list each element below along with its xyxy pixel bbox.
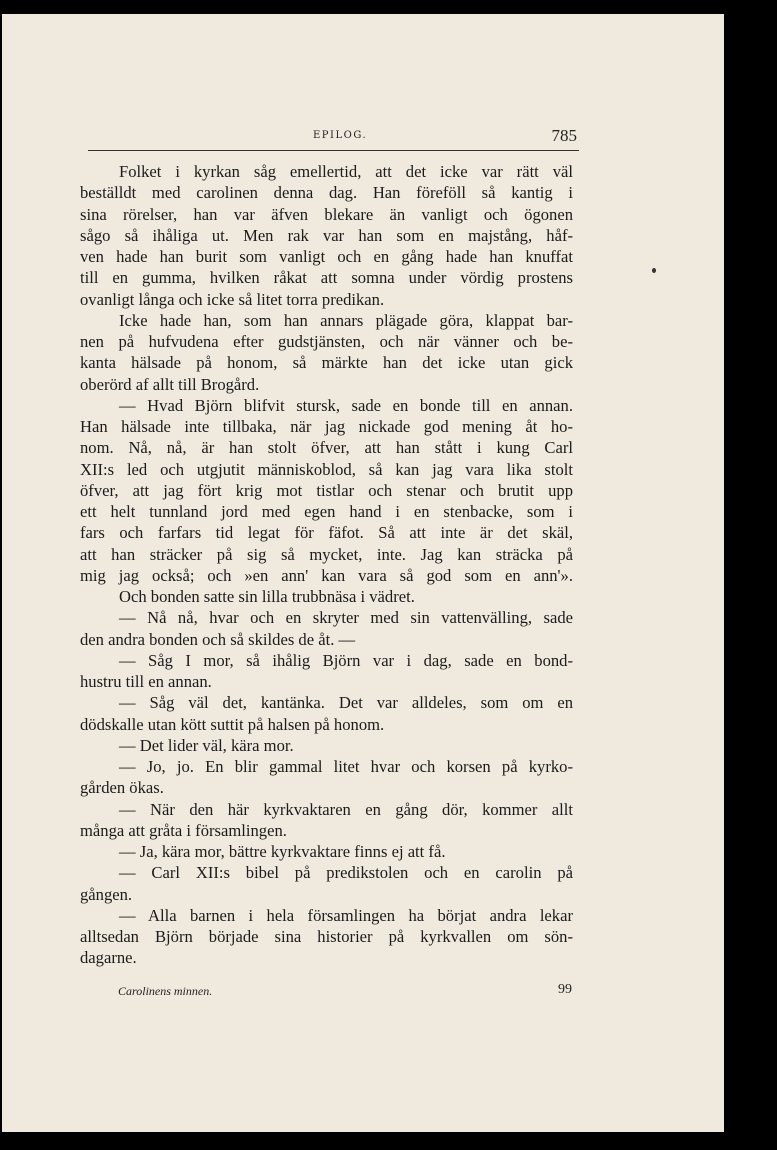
text-line: dödskalle utan kött suttit på halsen på honom.	[80, 714, 385, 734]
text-line: att han sträcker på sig så mycket, inte. Jag kan sträcka på	[80, 544, 573, 564]
text-line: mig jag också; och »en ann' kan vara så god som en ann'».	[80, 565, 573, 585]
text-line: Han hälsade inte tillbaka, när jag nickade god mening åt ho-	[80, 417, 573, 436]
page-header	[88, 116, 579, 151]
text-line: — Nå nå, hvar och en skryter med sin vattenvälling, sade	[119, 608, 573, 628]
text-line: — Alla barnen i hela församlingen ha börjat andra lekar	[119, 905, 573, 925]
text-line: många att gråta i församlingen.	[80, 820, 287, 840]
text-line: fars och farfars tid legat för fäfot. Så att inte är det skäl,	[80, 523, 573, 543]
text-line: — Jo, jo. En blir gammal litet hvar och korsen på kyrko-	[119, 757, 573, 776]
text-line: — Ja, kära mor, bättre kyrkvaktare finns ej att få.	[119, 842, 446, 861]
text-line: — Såg I mor, så ihålig Björn var i dag, sade en bond-	[119, 650, 573, 670]
running-head: EPILOG.	[313, 130, 368, 141]
text-line: — Det lider väl, kära mor.	[119, 735, 294, 755]
text-line: — När den här kyrkvaktaren en gång dör, kommer allt	[119, 799, 573, 819]
text-line: — Carl XII:s bibel på predikstolen och en carolin på	[119, 863, 573, 883]
sheet-number: 99	[558, 982, 572, 997]
text-line: kanta hälsade på honom, så märkte han det icke utan gick	[80, 353, 573, 373]
text-line: ven hade han burit som vanligt och en gång hade han knuffat	[80, 247, 573, 266]
text-line: till en gumma, hvilken råkat att somna under vördig prostens	[80, 268, 573, 288]
signature-mark: Carolinens minnen.	[118, 984, 213, 998]
text-line: hustru till en annan.	[80, 672, 212, 691]
text-line: sina rörelser, han var äfven blekare än vanligt och ögonen	[80, 204, 573, 224]
text-line: nom. Nå, nå, är han stolt öfver, att han stått i kung Carl	[80, 438, 573, 458]
text-line: Folket i kyrkan såg emellertid, att det icke var rätt väl	[119, 162, 573, 181]
page-footer	[118, 984, 572, 1004]
text-line: den andra bonden och så skildes de åt. —	[80, 629, 356, 649]
text-line: gången.	[80, 884, 133, 904]
text-line: dagarne.	[80, 948, 137, 968]
text-line: nen på hufvudena efter gudstjänsten, och när vänner och be-	[80, 332, 573, 351]
page-number: 785	[551, 126, 577, 145]
text-line: — Såg väl det, kantänka. Det var alldeles, som om en	[119, 693, 573, 713]
body-text	[80, 161, 573, 969]
text-line: beställdt med carolinen denna dag. Han föreföll så kantig i	[80, 183, 573, 203]
text-line: Icke hade han, som han annars plägade göra, klappat bar-	[119, 310, 573, 330]
text-line: sågo så ihåliga ut. Men rak var han som en majstång, håf-	[80, 225, 573, 245]
ink-spot	[652, 268, 656, 273]
text-line: alltsedan Björn började sina historier på kyrkvallen om sön-	[80, 927, 573, 946]
text-line: öfver, att jag fört krig mot tistlar och stenar och brutit upp	[80, 480, 573, 500]
text-line: ovanligt långa och icke så litet torra predikan.	[80, 289, 385, 309]
text-line: gården ökas.	[80, 778, 164, 798]
text-line: XII:s led och utgjutit människoblod, så kan jag vara lika stolt	[80, 459, 573, 479]
text-line: oberörd af allt till Brogård.	[80, 374, 260, 394]
text-line: — Hvad Björn blifvit stursk, sade en bonde till en annan.	[119, 395, 573, 415]
text-line: Och bonden satte sin lilla trubbnäsa i vädret.	[119, 587, 415, 606]
text-line: ett helt tunnland jord med egen hand i en stenbacke, som i	[80, 502, 573, 521]
